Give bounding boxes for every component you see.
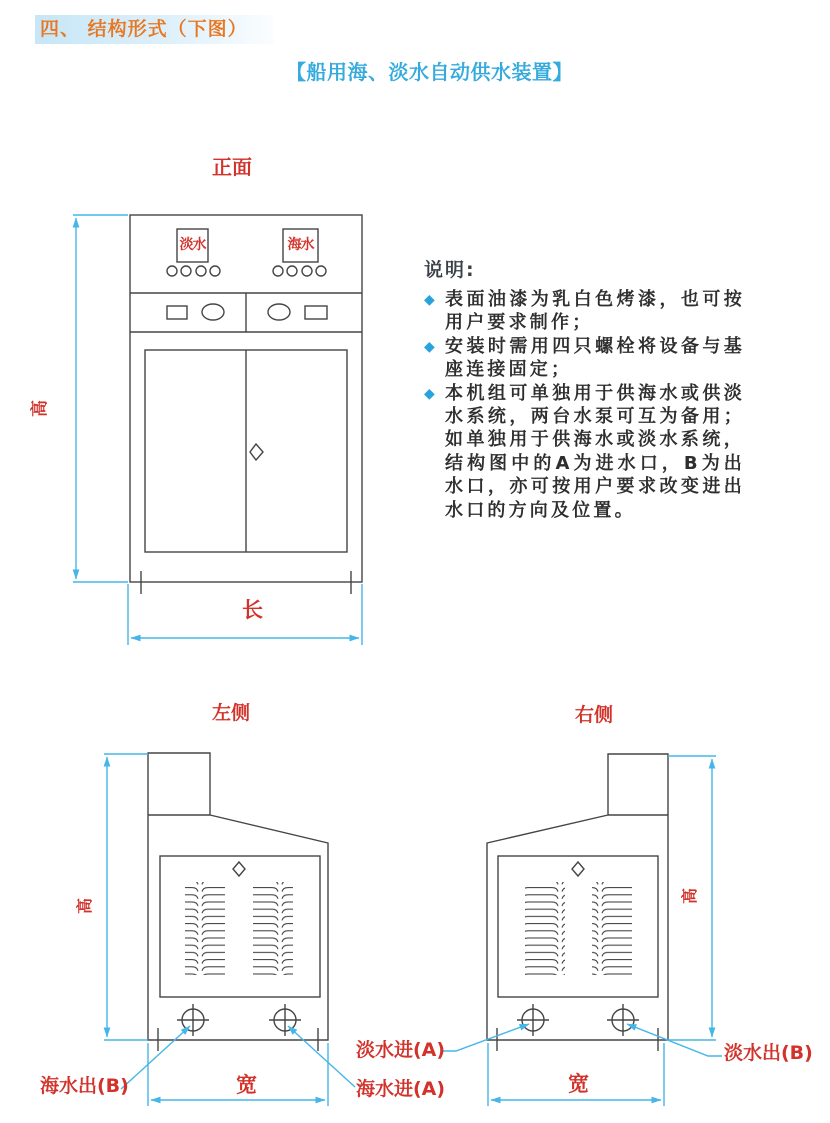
louver-vent [253, 882, 293, 975]
front-view-label: 正面 [212, 155, 252, 179]
left-view-outline [148, 753, 328, 1051]
port-label-seawater-out: 海水出(B) [40, 1075, 129, 1097]
right-width-dim-label: 宽 [568, 1072, 589, 1096]
note-text: 本机组可单独用于供海水或供淡水系统，两台水泵可互为备用；如单独用于供海水或淡水系统，结构图中的A为进水口，B为出水口，亦可按用户要求改变进出水口的方向及位置。 [445, 382, 745, 521]
pipe-port-freshwater-out [607, 1004, 639, 1036]
diamond-bullet-icon: ◆ [424, 385, 435, 402]
port-label-freshwater-out: 淡水出(B) [724, 1042, 813, 1064]
control-row [167, 304, 327, 320]
front-view-outline [130, 215, 362, 594]
notes-block [424, 255, 769, 522]
vent-panel [160, 856, 320, 997]
left-view-label: 左侧 [212, 702, 251, 724]
diamond-bullet-icon: ◆ [424, 292, 435, 308]
pipe-port-freshwater-in [517, 1004, 549, 1036]
note-item [424, 382, 769, 522]
louver-vent [185, 882, 225, 975]
section-heading: 四、 结构形式（下图） [35, 15, 274, 44]
vent-panel [498, 856, 658, 997]
louver-vent [525, 882, 565, 975]
leader-seawater-in [288, 1026, 355, 1087]
left-width-dim-label: 宽 [236, 1073, 257, 1097]
pipe-port-seawater-in [269, 1004, 301, 1036]
notes-heading: 说明: [424, 259, 476, 281]
port-label-freshwater-in: 淡水进(A) [356, 1039, 446, 1061]
indicator-lamps [167, 266, 326, 276]
diamond-bullet-icon: ◆ [424, 338, 435, 355]
seawater-display-text: 海水 [287, 237, 314, 253]
leader-seawater-out [121, 1026, 190, 1089]
front-length-dim-label: 长 [242, 598, 263, 622]
panel-knob [572, 862, 584, 876]
louver-vent [592, 882, 632, 975]
pipe-port-seawater-out [177, 1004, 209, 1036]
note-item [424, 288, 769, 335]
right-view-outline [487, 754, 668, 1051]
panel-knob [233, 862, 245, 876]
right-view-label: 右侧 [575, 704, 614, 726]
leader-freshwater-in [441, 1024, 529, 1051]
door-handle [250, 444, 263, 460]
right-view-dimensions [441, 756, 722, 1106]
port-label-seawater-in: 海水进(A) [356, 1078, 446, 1100]
note-text: 安装时需用四只螺栓将设备与基座连接固定； [445, 335, 745, 381]
right-height-dim-label: 高 [680, 887, 700, 905]
front-view-dimensions [73, 215, 362, 645]
note-text: 表面油漆为乳白色烤漆，也可按用户要求制作； [445, 289, 745, 334]
note-item [424, 335, 769, 382]
front-height-dim-label: 高 [30, 400, 50, 417]
page-title: 【船用海、淡水自动供水装置】 [286, 60, 573, 84]
freshwater-display-text: 淡水 [179, 237, 206, 253]
left-view-dimensions [104, 754, 355, 1106]
left-height-dim-label: 高 [75, 897, 95, 915]
